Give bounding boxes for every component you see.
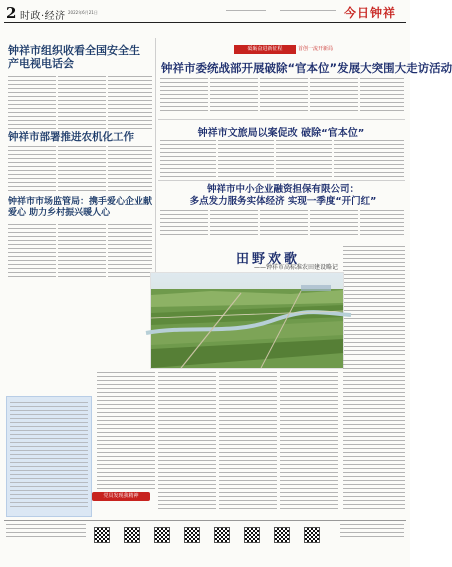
kicker-banner: [234, 45, 296, 54]
feature-subtitle: ——钟祥市高标准农田建设略记: [254, 264, 339, 271]
article-text: [8, 224, 56, 278]
qr-code: [244, 527, 260, 543]
page-number: 2: [6, 4, 17, 22]
qr-code: [304, 527, 320, 543]
article-text: [280, 372, 338, 512]
article-text: [310, 78, 358, 114]
article-text: [360, 210, 404, 236]
qr-code: [274, 527, 290, 543]
masthead-logo: 今日钟祥: [344, 6, 397, 20]
qr-code: [214, 527, 230, 543]
kicker-secondary: 首创一流开新局: [298, 46, 334, 52]
kicker-text: 砥砺奋进新征程: [247, 46, 283, 52]
article-text: [343, 246, 405, 356]
headline-united-front: 钟祥市委统战部开展破除“官本位”发展大突围大走访活动: [161, 61, 452, 75]
footer-text: [340, 524, 404, 540]
headline-agri-mechanization: 钟祥市部署推进农机化工作: [8, 131, 134, 143]
farmland-photo-graphic: [151, 273, 343, 368]
article-text: [8, 146, 56, 192]
column-divider: [155, 38, 156, 288]
headline-market-supervision: 钟祥市市场监管局：携手爱心企业献爱心 助力乡村振兴暖人心: [8, 197, 153, 218]
qr-code: [124, 527, 140, 543]
article-text: [108, 224, 152, 278]
article-text: [160, 78, 208, 114]
section-divider: [158, 180, 405, 181]
promo-badge: [92, 492, 150, 501]
contact-line: [280, 10, 336, 12]
footer-text: [6, 524, 86, 540]
article-text: [97, 372, 155, 492]
article-text: [260, 78, 308, 114]
article-text: [360, 78, 404, 114]
article-text: [58, 76, 106, 130]
section-name: 时政·经济: [20, 11, 66, 22]
qr-code: [94, 527, 110, 543]
article-text: [160, 140, 216, 178]
article-text: [160, 210, 208, 236]
article-text: [58, 224, 106, 278]
article-text: [210, 78, 258, 114]
promo-label: 党员发现我精神: [103, 493, 139, 499]
qr-code: [154, 527, 170, 543]
date-line: 2022年6月21日: [68, 10, 98, 15]
headline-tourism-bureau: 钟祥市文旅局以案促改 破除“官本位”: [197, 128, 365, 139]
article-text: [108, 146, 152, 192]
headline-financing-line1: 钟祥市中小企业融资担保有限公司：: [206, 184, 359, 195]
feature-title: 田野欢歌: [236, 252, 301, 267]
headline-financing-guarantee: [163, 184, 403, 208]
article-text: [276, 140, 332, 178]
article-text: [8, 76, 56, 130]
article-text: [218, 140, 274, 178]
article-text: [334, 140, 404, 178]
headline-safety-meeting: 钟祥市组织收看全国安全生产电视电话会: [8, 44, 140, 70]
article-text: [108, 76, 152, 130]
sidebar-notice-box: [6, 396, 92, 517]
article-text: [210, 210, 258, 236]
article-text: [343, 360, 405, 512]
article-text: [158, 372, 216, 512]
farmland-aerial-photo: [150, 272, 344, 369]
article-text: [260, 210, 308, 236]
section-divider: [158, 119, 405, 120]
headline-financing-line2: 多点发力服务实体经济 实现一季度“开门红”: [189, 196, 377, 207]
notice-text: [10, 402, 88, 510]
editor-line: [226, 10, 266, 12]
article-text: [310, 210, 358, 236]
qr-code: [184, 527, 200, 543]
article-text: [219, 372, 277, 512]
article-text: [58, 146, 106, 192]
top-rule: [4, 22, 406, 23]
